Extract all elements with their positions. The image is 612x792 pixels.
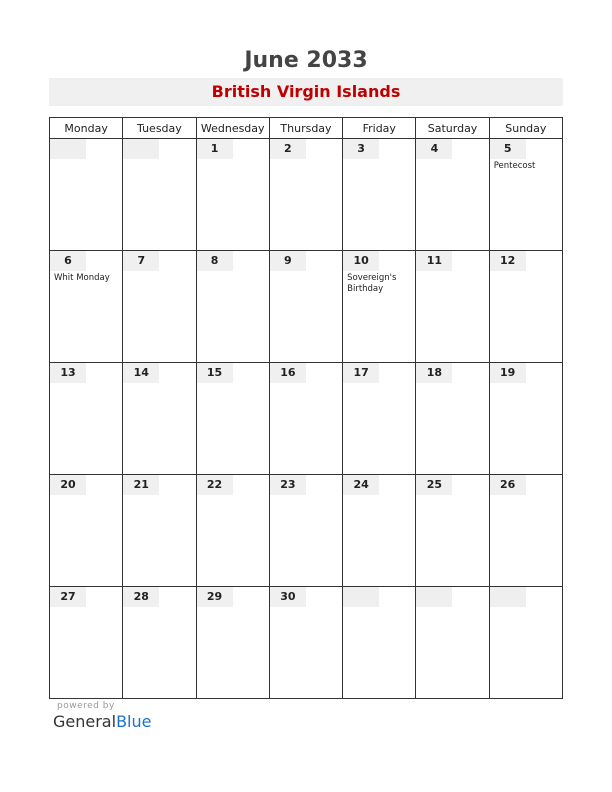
day-cell (123, 251, 196, 363)
subtitle-bar (49, 78, 563, 106)
day-number (490, 587, 526, 607)
day-number: 14 (123, 363, 159, 383)
day-number: 2 (270, 139, 306, 159)
calendar-week-row (50, 363, 563, 475)
calendar-body (50, 139, 563, 699)
day-number: 6 (50, 251, 86, 271)
day-cell (123, 587, 196, 699)
day-number: 1 (197, 139, 233, 159)
day-number: 27 (50, 587, 86, 607)
day-number: 16 (270, 363, 306, 383)
day-cell (343, 587, 416, 699)
weekday-header-saturday: Saturday (416, 118, 489, 139)
day-cell (269, 251, 342, 363)
weekday-header-sunday: Sunday (489, 118, 562, 139)
day-cell (269, 587, 342, 699)
country-subtitle: British Virgin Islands (211, 82, 401, 101)
day-cell (489, 587, 562, 699)
day-number: 30 (270, 587, 306, 607)
day-cell (50, 475, 123, 587)
weekday-header-wednesday: Wednesday (196, 118, 269, 139)
calendar-week-row (50, 475, 563, 587)
day-number: 20 (50, 475, 86, 495)
calendar-week-row (50, 587, 563, 699)
day-cell (269, 139, 342, 251)
day-cell (343, 139, 416, 251)
day-cell (196, 475, 269, 587)
day-cell (416, 363, 489, 475)
day-cell (416, 139, 489, 251)
weekday-header-monday: Monday (50, 118, 123, 139)
day-number: 18 (416, 363, 452, 383)
day-number: 25 (416, 475, 452, 495)
day-number: 28 (123, 587, 159, 607)
day-number: 11 (416, 251, 452, 271)
day-number (343, 587, 379, 607)
calendar-week-row (50, 139, 563, 251)
day-cell (269, 475, 342, 587)
day-number: 17 (343, 363, 379, 383)
holiday-label: Whit Monday (54, 273, 110, 283)
day-number: 21 (123, 475, 159, 495)
day-cell (416, 587, 489, 699)
day-cell (416, 251, 489, 363)
day-number: 19 (490, 363, 526, 383)
day-number: 4 (416, 139, 452, 159)
day-cell (123, 475, 196, 587)
holiday-label: Sovereign's Birthday (347, 273, 397, 294)
day-cell (50, 139, 123, 251)
calendar-week-row (50, 251, 563, 363)
day-number: 13 (50, 363, 86, 383)
day-cell (196, 251, 269, 363)
day-cell (50, 251, 123, 363)
day-cell (123, 139, 196, 251)
day-cell (196, 139, 269, 251)
logo-text-general: General (53, 712, 117, 731)
day-cell (196, 363, 269, 475)
day-number: 24 (343, 475, 379, 495)
day-number (123, 139, 159, 159)
holiday-label: Pentecost (493, 161, 536, 171)
day-cell (50, 587, 123, 699)
day-number (50, 139, 86, 159)
day-cell (343, 363, 416, 475)
day-number: 10 (343, 251, 379, 271)
weekday-header-friday: Friday (343, 118, 416, 139)
day-number: 7 (123, 251, 159, 271)
day-number: 5 (490, 139, 526, 159)
day-number: 8 (197, 251, 233, 271)
calendar-grid (49, 117, 563, 699)
powered-by-label: powered by (57, 701, 115, 711)
day-cell (50, 363, 123, 475)
day-cell (123, 363, 196, 475)
weekday-header-thursday: Thursday (269, 118, 342, 139)
day-number (416, 587, 452, 607)
day-cell (269, 363, 342, 475)
weekday-header-row (50, 118, 563, 139)
day-number: 15 (197, 363, 233, 383)
generalblue-logo[interactable] (53, 712, 151, 731)
weekday-header-tuesday: Tuesday (123, 118, 196, 139)
day-cell (343, 251, 416, 363)
logo-text-blue: Blue (116, 712, 152, 731)
day-cell (196, 587, 269, 699)
day-number: 23 (270, 475, 306, 495)
day-number: 22 (197, 475, 233, 495)
day-cell (489, 139, 562, 251)
page-title: June 2033 (244, 48, 368, 73)
day-cell (489, 475, 562, 587)
day-number: 29 (197, 587, 233, 607)
day-number: 12 (490, 251, 526, 271)
day-number: 26 (490, 475, 526, 495)
day-cell (489, 363, 562, 475)
day-number: 3 (343, 139, 379, 159)
day-cell (489, 251, 562, 363)
day-number: 9 (270, 251, 306, 271)
day-cell (416, 475, 489, 587)
day-cell (343, 475, 416, 587)
